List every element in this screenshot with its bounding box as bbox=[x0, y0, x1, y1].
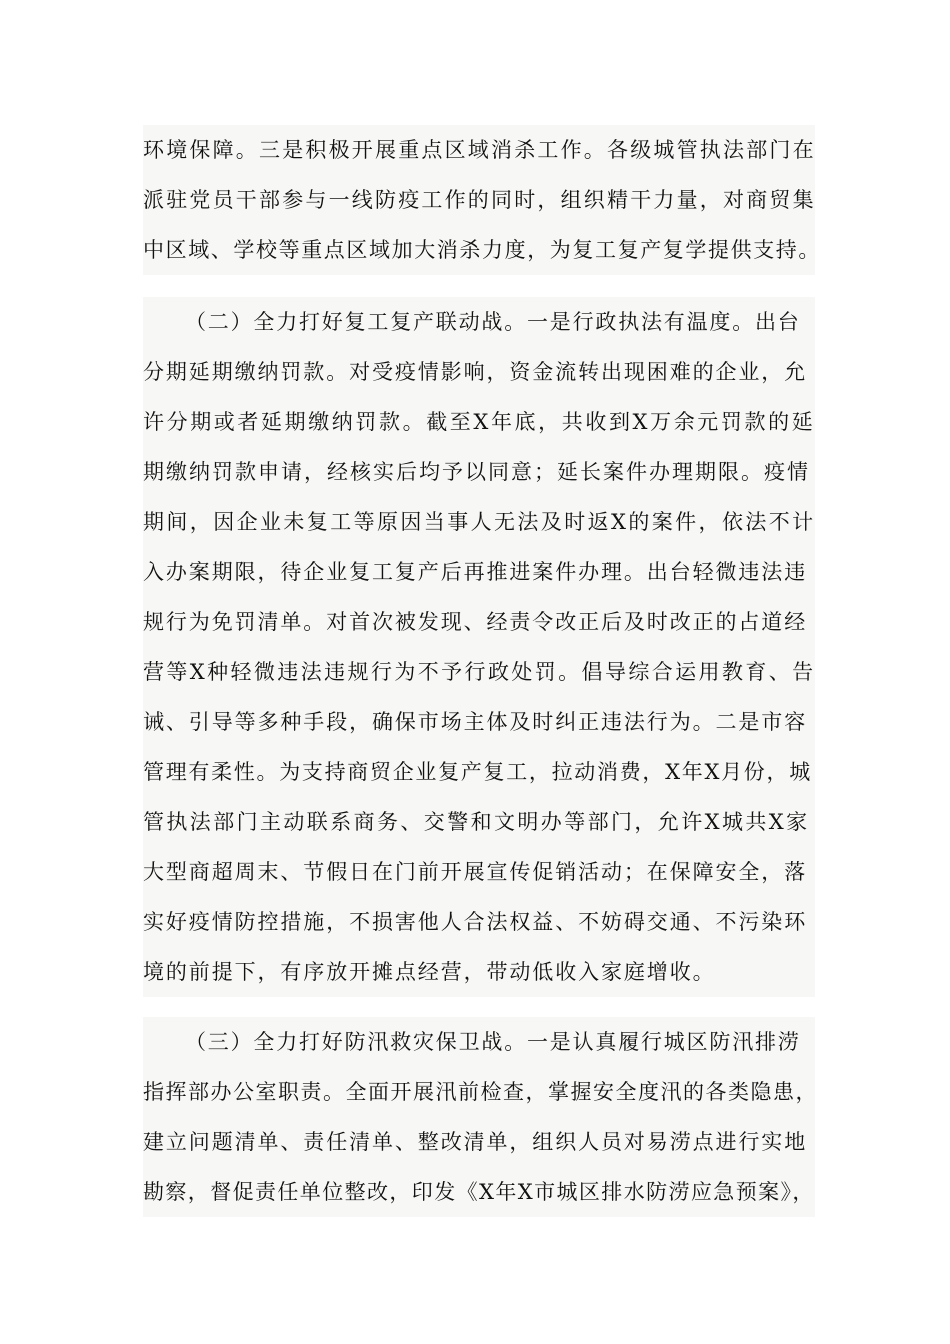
text-line: 期缴纳罚款申请，经核实后均予以同意；延长案件办理期限。疫情 bbox=[143, 460, 810, 484]
text-line: 环境保障。三是积极开展重点区域消杀工作。各级城管执法部门在 bbox=[143, 138, 816, 162]
text-line: 建立问题清单、责任清单、整改清单，组织人员对易涝点进行实地 bbox=[143, 1130, 808, 1154]
paragraph-2 bbox=[143, 297, 815, 997]
text-line: 指挥部办公室职责。全面开展汛前检查，掌握安全度汛的各类隐患， bbox=[143, 1080, 818, 1104]
text-line: 营等X种轻微违法违规行为不予行政处罚。倡导综合运用教育、告 bbox=[143, 660, 816, 684]
text-line: 大型商超周末、节假日在门前开展宣传促销活动；在保障安全，落 bbox=[143, 860, 808, 884]
text-line: 规行为免罚清单。对首次被发现、经责令改正后及时改正的占道经 bbox=[143, 610, 808, 634]
text-line: 入办案期限，待企业复工复产后再推进案件办理。出台轻微违法违 bbox=[143, 560, 808, 584]
text-line: 实好疫情防控措施，不损害他人合法权益、不妨碍交通、不污染环 bbox=[143, 910, 808, 934]
text-line: 中区域、学校等重点区域加大消杀力度，为复工复产复学提供支持。 bbox=[143, 238, 821, 262]
text-line: 诫、引导等多种手段，确保市场主体及时纠正违法行为。二是市容 bbox=[143, 710, 808, 734]
text-line: （二）全力打好复工复产联动战。一是行政执法有温度。出台 bbox=[185, 310, 801, 334]
text-line: 派驻党员干部参与一线防疫工作的同时，组织精干力量，对商贸集 bbox=[143, 188, 816, 212]
text-line: （三）全力打好防汛救灾保卫战。一是认真履行城区防汛排涝 bbox=[185, 1030, 801, 1054]
paragraph-3 bbox=[143, 1017, 818, 1217]
text-line: 管理有柔性。为支持商贸企业复产复工，拉动消费，X年X月份，城 bbox=[143, 760, 812, 784]
text-line: 期间，因企业未复工等原因当事人无法及时返X的案件，依法不计 bbox=[143, 510, 816, 534]
text-line: 许分期或者延期缴纳罚款。截至X年底，共收到X万余元罚款的延 bbox=[143, 410, 816, 434]
text-line: 分期延期缴纳罚款。对受疫情影响，资金流转出现困难的企业，允 bbox=[143, 360, 808, 384]
text-line: 境的前提下，有序放开摊点经营，带动低收入家庭增收。 bbox=[143, 960, 716, 984]
paragraph-1 bbox=[143, 125, 821, 275]
text-line: 勘察，督促责任单位整改，印发《X年X市城区排水防涝应急预案》， bbox=[143, 1180, 815, 1204]
text-line: 管执法部门主动联系商务、交警和文明办等部门，允许X城共X家 bbox=[143, 810, 810, 834]
